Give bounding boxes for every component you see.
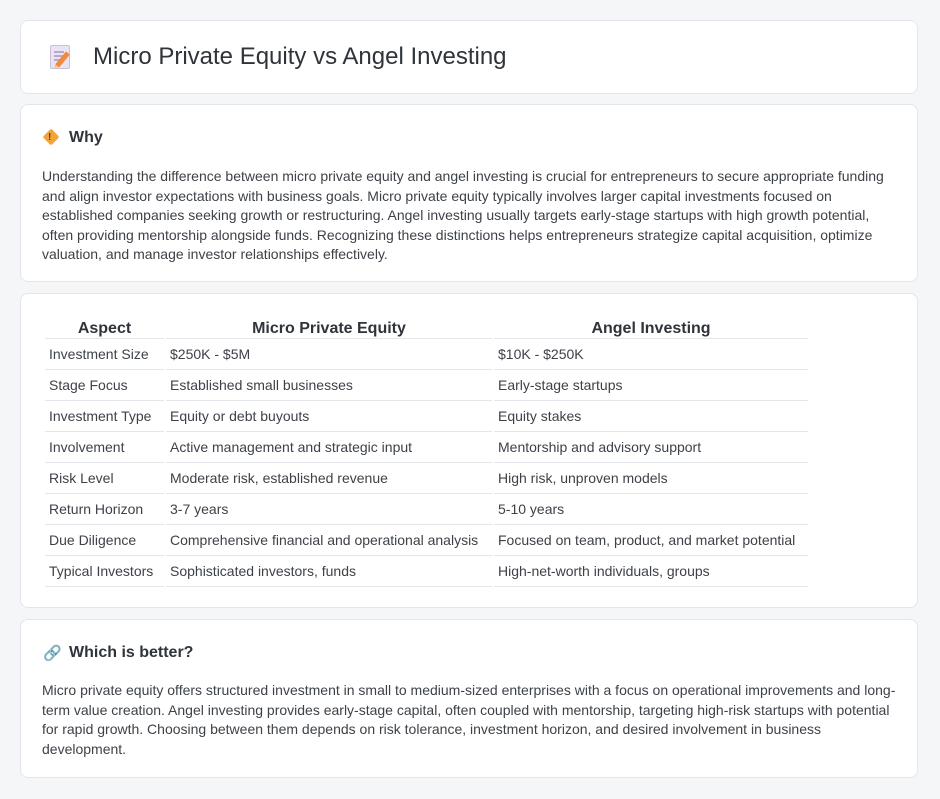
cell-angel: Early-stage startups	[494, 370, 808, 401]
column-header-angel-investing: Angel Investing	[494, 314, 808, 339]
cell-aspect: Return Horizon	[45, 494, 164, 525]
table-row	[45, 401, 808, 432]
column-header-aspect: Aspect	[45, 314, 164, 339]
cell-micro-pe: Active management and strategic input	[166, 432, 492, 463]
table-row	[45, 339, 808, 370]
table-header-row	[45, 314, 808, 339]
table-row	[45, 494, 808, 525]
cell-micro-pe: Comprehensive financial and operational analysis	[166, 525, 492, 556]
table-row	[45, 463, 808, 494]
better-header	[43, 644, 193, 662]
table-row	[45, 370, 808, 401]
better-text: Micro private equity offers structured investment in small to medium-sized enterprises with a focus on operational improvements and long-term value creation. Angel investing provides early-stage capital, often coupled with mentorship, targeting high-risk startups with potential for rapid growth. Choosing between them depends on risk tolerance, investment horizon, and desired involvement in business development.	[42, 682, 896, 757]
cell-aspect: Stage Focus	[45, 370, 164, 401]
title-row	[47, 43, 507, 71]
document-pencil-icon	[47, 43, 75, 71]
link-icon: 🔗	[43, 645, 62, 662]
cell-angel: Focused on team, product, and market potential	[494, 525, 808, 556]
comparison-table	[43, 314, 810, 587]
cell-micro-pe: Equity or debt buyouts	[166, 401, 492, 432]
cell-aspect: Due Diligence	[45, 525, 164, 556]
page-title: Micro Private Equity vs Angel Investing	[93, 43, 507, 70]
cell-angel: Equity stakes	[494, 401, 808, 432]
cell-angel: High risk, unproven models	[494, 463, 808, 494]
cell-angel: 5-10 years	[494, 494, 808, 525]
cell-micro-pe: Moderate risk, established revenue	[166, 463, 492, 494]
table-row	[45, 556, 808, 587]
cell-micro-pe: $250K - $5M	[166, 339, 492, 370]
cell-micro-pe: 3-7 years	[166, 494, 492, 525]
which-is-better-card	[20, 619, 918, 778]
cell-aspect: Investment Size	[45, 339, 164, 370]
why-title: Why	[69, 129, 103, 146]
cell-aspect: Involvement	[45, 432, 164, 463]
cell-angel: Mentorship and advisory support	[494, 432, 808, 463]
table-row	[45, 432, 808, 463]
warning-diamond-icon: !	[43, 129, 61, 147]
cell-micro-pe: Sophisticated investors, funds	[166, 556, 492, 587]
comparison-card	[20, 293, 918, 608]
cell-angel: $10K - $250K	[494, 339, 808, 370]
title-card	[20, 20, 918, 94]
table-row	[45, 525, 808, 556]
cell-angel: High-net-worth individuals, groups	[494, 556, 808, 587]
cell-aspect: Typical Investors	[45, 556, 164, 587]
why-text: Understanding the difference between micro private equity and angel investing is crucial for entrepreneurs to secure appropriate funding and align investor expectations with business goals. Micro private equity typically involves larger capital investments focused on established companies seeking growth or restructuring. Angel investing usually targets early-stage startups with high growth potential, often providing mentorship alongside funds. Recognizing these distinctions helps entrepreneurs strategize capital acquisition, optimize valuation, and manage investor relationships effectively.	[42, 168, 884, 263]
why-header	[43, 129, 103, 147]
why-card	[20, 104, 918, 282]
column-header-micro-private-equity: Micro Private Equity	[166, 314, 492, 339]
cell-micro-pe: Established small businesses	[166, 370, 492, 401]
cell-aspect: Investment Type	[45, 401, 164, 432]
better-title: Which is better?	[69, 644, 194, 661]
cell-aspect: Risk Level	[45, 463, 164, 494]
